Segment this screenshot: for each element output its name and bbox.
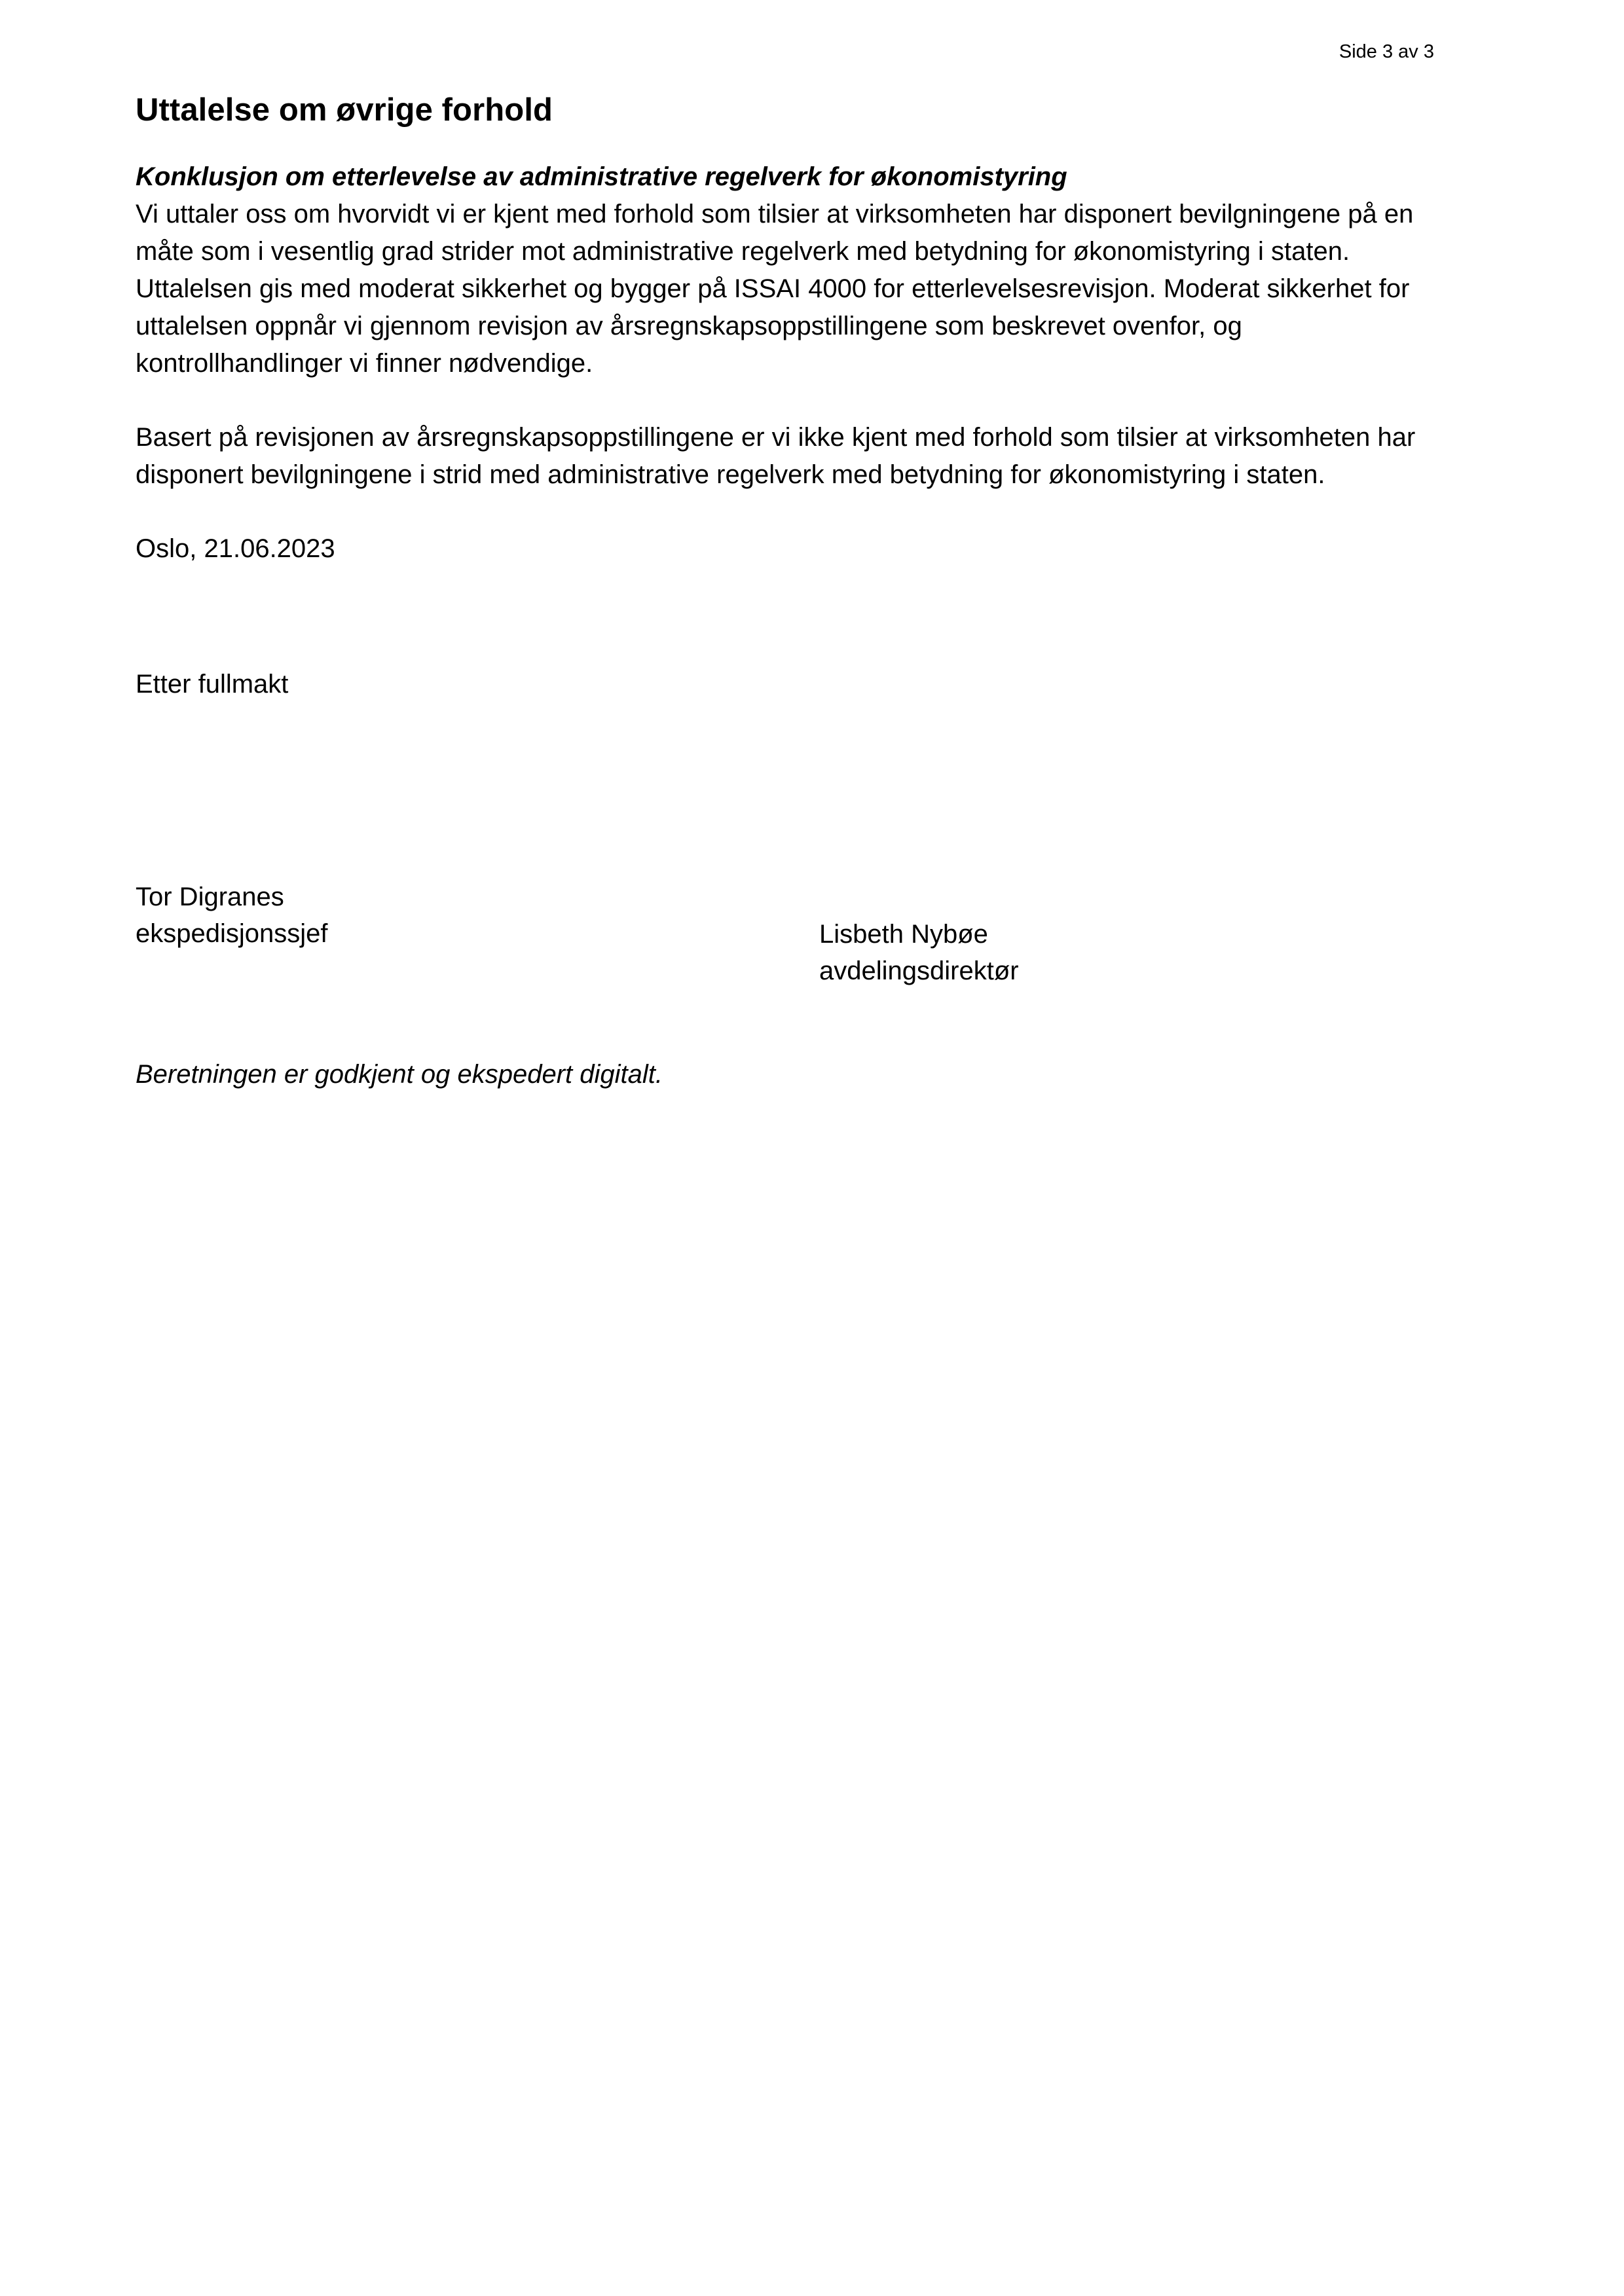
page-indicator: Side 3 av 3 [1338,41,1434,62]
signature-right-name: Lisbeth Nybøe [819,919,988,949]
page-header [136,41,1434,64]
page-title: Uttalelse om øvrige forhold [136,92,553,128]
section-subheading: Konklusjon om etterlevelse av administrative regelverk for økonomistyring [136,162,1067,191]
paragraph-conclusion-basis: Vi uttaler oss om hvorvidt vi er kjent med forhold som tilsier at virksomheten har disponert bevilgningene på en måte som i vesentlig grad strider mot administrative regelverk med betydning for økonomistyring i staten. Uttalelsen gis med moderat sikkerhet og bygger på ISSAI 4000 for etterlevelsesrevisjon. Moderat sikkerhet for uttalelsen oppnår vi gjennom revisjon av årsregnskapsoppstillingene som beskrevet ovenfor, og kontrollhandlinger vi finner nødvendige. [136,200,1414,378]
document-content [136,92,1445,1093]
footer-note: Beretningen er godkjent og ekspedert digitalt. [136,1060,663,1089]
signature-left-name: Tor Digranes [136,882,284,911]
signature-right [819,916,1019,991]
place-and-date: Oslo, 21.06.2023 [136,534,335,563]
authority-spacer [136,568,1445,666]
date-spacer [136,494,1445,530]
footer-spacer [136,953,1445,1056]
signature-left-title: ekspedisjonssjef [136,919,328,949]
authority-line: Etter fullmakt [136,669,289,699]
signature-right-title: avdelingsdirektør [819,957,1019,986]
paragraph-conclusion: Basert på revisjonen av årsregnskapsoppstillingene er vi ikke kjent med forhold som tilsier at virksomheten har disponert bevilgningene i strid med administrative regelverk med betydning for økonomistyring i staten. [136,423,1416,490]
signature-left [136,879,1445,953]
signature-spacer [136,703,1445,879]
signature-block [136,879,1445,986]
paragraph-spacer [136,382,1445,419]
